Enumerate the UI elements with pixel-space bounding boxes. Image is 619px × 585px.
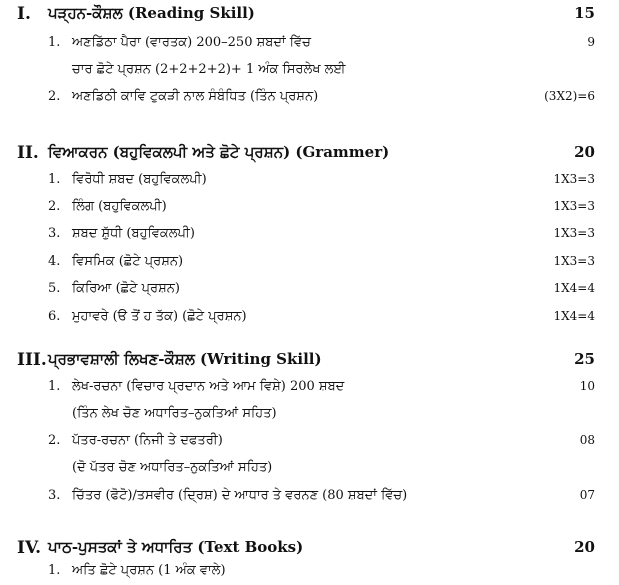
section-title: ਪਾਠ-ਪੁਸਤਕਾਂ ਤੇ ਅਧਾਰਿਤ (Text Books)	[48, 538, 304, 556]
item-marks: 1X3=3	[553, 199, 595, 213]
list-item	[0, 89, 619, 111]
item-marks: (3X2)=6	[544, 89, 595, 103]
item-number: 4.	[48, 254, 61, 269]
list-item	[0, 199, 619, 221]
item-text: ਵਿਰੋਧੀ ਸ਼ਬਦ (ਬਹੁਵਿਕਲਪੀ)	[72, 172, 207, 187]
section-numeral: III.	[17, 350, 47, 370]
item-text: ਲਿੰਗ (ਬਹੁਵਿਕਲਪੀ)	[72, 199, 167, 214]
section-title: ਪੜ੍ਹਨ-ਕੌਸ਼ਲ (Reading Skill)	[48, 4, 255, 22]
item-text: ਮੁਹਾਵਰੇ (ੳ ਤੋਂ ਹ ਤੱਕ) (ਛੋਟੇ ਪ੍ਰਸ਼ਨ)	[72, 309, 247, 324]
list-item	[0, 379, 619, 401]
item-number: 1.	[48, 563, 61, 578]
item-number: 1.	[48, 35, 61, 50]
item-text: ਲੇਖ-ਰਚਨਾ (ਵਿਚਾਰ ਪ੍ਰਦਾਨ ਅਤੇ ਆਮ ਵਿਸ਼ੇ) 200 ਸ਼ਬਦ	[72, 379, 345, 394]
item-marks: 9	[587, 35, 595, 49]
item-text: ਵਿਸਮਿਕ (ਛੋਟੇ ਪ੍ਰਸ਼ਨ)	[72, 254, 184, 269]
item-continuation-text: ਚਾਰ ਛੋਟੇ ਪ੍ਰਸ਼ਨ (2+2+2+2)+ 1 ਅੰਕ ਸਿਰਲੇਖ ਲਈ	[72, 62, 346, 77]
section-heading	[0, 350, 619, 372]
list-item	[0, 309, 619, 331]
list-item	[0, 226, 619, 248]
list-item	[0, 254, 619, 276]
section-numeral: I.	[17, 4, 31, 24]
section-numeral: II.	[17, 143, 39, 163]
item-marks: 1X4=4	[553, 309, 595, 323]
item-number: 1.	[48, 379, 61, 394]
item-marks: 10	[579, 379, 595, 393]
item-number: 5.	[48, 281, 61, 296]
item-continuation	[0, 406, 619, 428]
list-item	[0, 281, 619, 303]
item-continuation-text: (ਦੋ ਪੱਤਰ ਚੋਣ ਅਧਾਰਿਤ–ਨੁਕਤਿਆਂ ਸਹਿਤ)	[72, 460, 273, 475]
list-item	[0, 433, 619, 455]
item-number: 2.	[48, 433, 61, 448]
section-title: ਪ੍ਰਭਾਵਸ਼ਾਲੀ ਲਿਖਣ-ਕੌਸ਼ਲ (Writing Skill)	[48, 350, 322, 368]
section-heading	[0, 143, 619, 165]
item-text: ਅਣਡਿਠੀ ਕਾਵਿ ਟੁਕੜੀ ਨਾਲ ਸੰਬੰਧਿਤ (ਤਿੰਨ ਪ੍ਰਸ਼ਨ)	[72, 89, 319, 104]
item-text: ਸ਼ਬਦ ਸ਼ੁੱਧੀ (ਬਹੁਵਿਕਲਪੀ)	[72, 226, 195, 241]
item-number: 1.	[48, 172, 61, 187]
item-number: 2.	[48, 199, 61, 214]
section-numeral: IV.	[17, 538, 42, 558]
item-continuation	[0, 62, 619, 84]
item-marks: 1X3=3	[553, 254, 595, 268]
item-marks: 1X3=3	[553, 172, 595, 186]
section-marks: 20	[574, 143, 595, 161]
item-number: 3.	[48, 226, 61, 241]
item-marks: 07	[579, 488, 595, 502]
section-marks: 15	[574, 4, 595, 22]
item-text: ਕਿਰਿਆ (ਛੋਟੇ ਪ੍ਰਸ਼ਨ)	[72, 281, 180, 296]
list-item	[0, 172, 619, 194]
section-title: ਵਿਆਕਰਨ (ਬਹੁਵਿਕਲਪੀ ਅਤੇ ਛੋਟੇ ਪ੍ਰਸ਼ਨ) (Grammer)	[48, 143, 390, 161]
item-text: ਪੱਤਰ-ਰਚਨਾ (ਨਿਜੀ ਤੇ ਦਫਤਰੀ)	[72, 433, 223, 448]
list-item	[0, 563, 619, 585]
item-text: ਅਣਡਿੱਠਾ ਪੈਰਾ (ਵਾਰਤਕ) 200–250 ਸ਼ਬਦਾਂ ਵਿੱਚ	[72, 35, 311, 50]
section-heading	[0, 4, 619, 26]
item-number: 6.	[48, 309, 61, 324]
section-heading	[0, 538, 619, 560]
item-continuation-text: (ਤਿੰਨ ਲੇਖ ਚੋਣ ਅਧਾਰਿਤ–ਨੁਕਤਿਆਂ ਸਹਿਤ)	[72, 406, 277, 421]
item-marks: 08	[579, 433, 595, 447]
item-number: 3.	[48, 488, 61, 503]
section-marks: 25	[574, 350, 595, 368]
list-item	[0, 35, 619, 57]
item-continuation	[0, 460, 619, 482]
item-number: 2.	[48, 89, 61, 104]
item-text: ਚਿੱਤਰ (ਫੋਟੋ)/ਤਸਵੀਰ (ਦ੍ਰਿਸ਼) ਦੇ ਆਧਾਰ ਤੇ ਵਰਨਣ (80 ਸ਼ਬਦਾਂ ਵਿੱਚ)	[72, 488, 408, 503]
section-marks: 20	[574, 538, 595, 556]
item-text: ਅਤਿ ਛੋਟੇ ਪ੍ਰਸ਼ਨ (1 ਅੰਕ ਵਾਲੇ)	[72, 563, 226, 578]
item-marks: 1X3=3	[553, 226, 595, 240]
item-marks: 1X4=4	[553, 281, 595, 295]
list-item	[0, 488, 619, 510]
